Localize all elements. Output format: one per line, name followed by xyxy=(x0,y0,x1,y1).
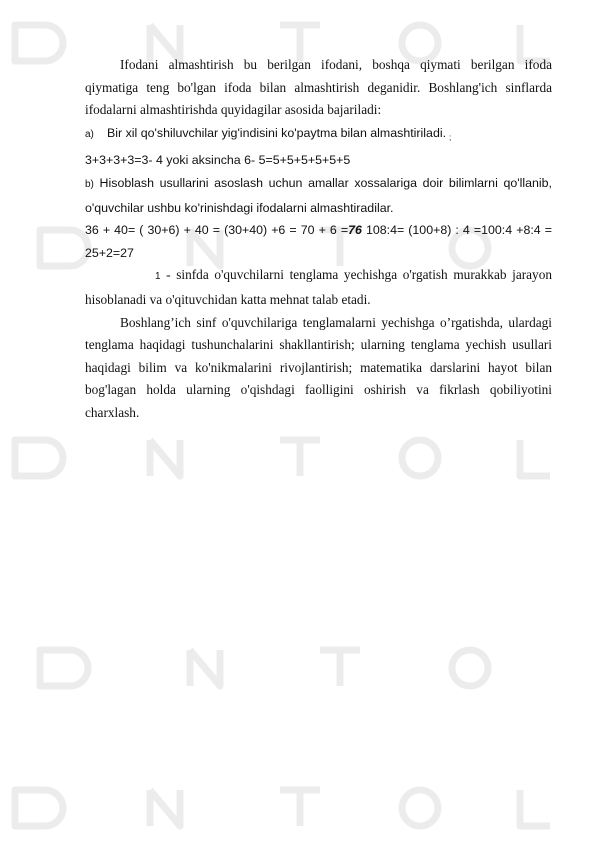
list-item-b xyxy=(85,172,552,219)
list-item-b-text: Hisoblash usullarini asoslash uchun amallar xossalariga doir bilimlarni qo'llanib, o'quvchilar ushbu ko'rinishdagi ifodalarni almashtiradilar. xyxy=(85,175,552,215)
list-marker-b: b) xyxy=(85,178,94,190)
list-item-a xyxy=(85,122,552,150)
conclusion-paragraph: Boshlang’ich sinf o'quvchilariga tenglamalarni yechishga o’rgatishda, ulardagi tenglama haqidagi tushunchalarini shakllantirish; ularning tenglama yechish usullari haqidagi bilim va ko'nikmalarini rivojlantirish; matematika darslarini hayot bilan bog'lagan holda ularning o'qishdagi faolligini oshirish va fikrlash qobiliyotini charxlash. xyxy=(85,314,552,420)
list-item-a-text: Bir xil qo'shiluvchilar yig'indisini ko'paytma bilan almashtiriladi. xyxy=(107,125,447,140)
grade-number: 1 xyxy=(155,271,161,283)
example-b-part-1: 36 + 40= ( 30+6) + 40 = (30+40) +6 = 70 + 6 = xyxy=(85,223,349,238)
example-b-part-2: 108:4= (100+8) : 4 =100:4 +8:4 = 25+2=27 xyxy=(85,223,552,260)
grade-paragraph xyxy=(85,264,552,311)
intro-paragraph: Ifodani almashtirish bu berilgan ifodani, boshqa qiymati berilgan ifoda qiymatiga teng bo'lgan ifoda bilan almashtirish deganidir. Boshlang'ich sinflarda ifodalarni almashtirishda quyidagilar asosida bajariladi: xyxy=(85,57,552,118)
list-item-a-trailing-mark: ; xyxy=(449,132,452,142)
example-b xyxy=(85,219,552,264)
grade-paragraph-text: - sinfda o'quvchilarni tenglama yechishga o'rgatish murakkab jarayon hisoblanadi va o'qituvchidan katta mehnat talab etadi. xyxy=(85,267,552,307)
document-body xyxy=(85,54,552,425)
list-marker-a: a) xyxy=(85,128,94,140)
example-b-emphasis: 76 xyxy=(348,223,362,238)
example-a: 3+3+3+3=3- 4 yoki aksincha 6- 5=5+5+5+5+5+5 xyxy=(85,153,351,168)
